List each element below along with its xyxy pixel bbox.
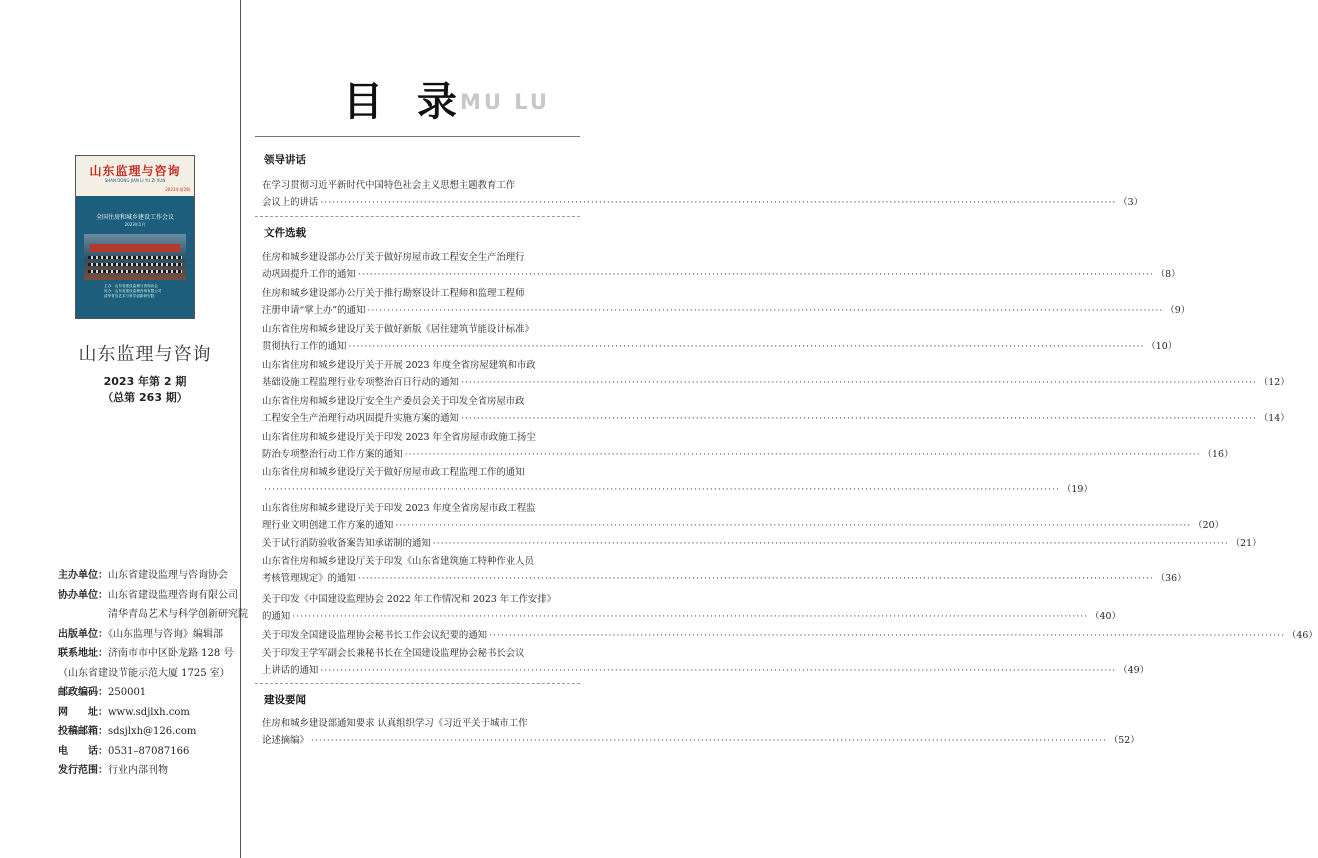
toc-entry-title: 动巩固提升工作的通知 (262, 269, 356, 280)
cover-footer-line: 主办：山东省建设监理与咨询协会 (104, 284, 158, 288)
toc-leader-dots: ········································································································································································································ (320, 665, 1117, 676)
publication-info (58, 566, 248, 781)
toc-page-number: （49） (1118, 665, 1149, 676)
info-label: 联系地址： (58, 648, 108, 659)
cover-photo-row (88, 270, 182, 273)
toc-entry-title: 的通知 (262, 611, 291, 622)
toc-leader-dots: ········································································································································································································ (310, 735, 1107, 746)
toc-entry-title: 山东省住房和城乡建设厅关于做好新版《居住建筑节能设计标准》 (262, 324, 534, 335)
toc-page-number: （9） (1165, 305, 1191, 316)
toc-entry-title: 基础设施工程监理行业专项整治百日行动的通知 (262, 377, 459, 388)
info-label: 电 话： (58, 745, 108, 757)
info-label: 发行范围： (58, 765, 108, 776)
toc-entry-title: 贯彻执行工作的通知 (262, 341, 347, 352)
toc-section-heading: 建设要闻 (264, 694, 306, 706)
toc-entry[interactable] (262, 321, 1178, 355)
cover-footer-line: 协办：山东省建设监理咨询有限公司 (104, 289, 162, 293)
cover-photo-row (88, 263, 182, 266)
cover-photo (84, 234, 186, 280)
info-label: 出版单位： (58, 628, 108, 640)
cover-subtitle: SHAN DONG JIAN LI YU ZI XUN (104, 178, 166, 183)
toc-entry[interactable] (262, 627, 1318, 644)
toc-entry-title: 山东省住房和城乡建设厅关于开展 2023 年度全省房屋建筑和市政 (262, 360, 536, 371)
info-row (58, 664, 240, 684)
toc-entry[interactable] (262, 464, 1093, 498)
info-value: 《山东监理与咨询》编辑部 (108, 628, 223, 640)
toc-entry-title: 在学习贯彻习近平新时代中国特色社会主义思想主题教育工作 (262, 180, 516, 191)
info-value: 山东省建设监理与咨询协会 (108, 570, 228, 581)
info-row (58, 586, 240, 606)
toc-page-number: （16） (1202, 449, 1234, 460)
info-row (58, 683, 240, 703)
toc-entry[interactable] (262, 553, 1187, 587)
toc-page-number: （12） (1258, 377, 1290, 388)
cover-date: 2023年1月 (124, 222, 146, 227)
magazine-issue: 2023 年第 2 期 (103, 375, 187, 388)
info-value: （山东省建设节能示范大厦 1725 室） (58, 667, 230, 679)
page-divider (240, 0, 241, 858)
toc-page-number: （52） (1108, 735, 1140, 746)
info-value: 清华青岛艺术与科学创新研究院 (108, 609, 248, 620)
cover-issue: 2023年第2期 (165, 187, 190, 192)
cover-headline: 全国住房和城乡建设工作会议 (95, 214, 174, 221)
toc-page-number: （20） (1193, 520, 1224, 531)
toc-leader-dots: ········································································································································································································ (292, 611, 1089, 622)
toc-section-heading: 文件选载 (264, 227, 306, 239)
cover-title: 山东监理与咨询 (89, 164, 181, 178)
magazine-name: 山东监理与咨询 (78, 344, 212, 365)
info-row (58, 605, 248, 625)
info-row (58, 742, 240, 762)
toc-entry-title: 注册申请“掌上办”的通知 (262, 305, 366, 316)
toc-entry-title: 山东省住房和城乡建设厅关于印发《山东省建筑施工特种作业人员 (262, 556, 534, 567)
toc-section-separator (255, 683, 580, 684)
toc-leader-dots: ········································································································································································································ (357, 269, 1154, 280)
info-label: 主办单位： (58, 570, 108, 581)
toc-leader-dots: ········································································································································································································ (348, 341, 1145, 352)
toc-entry-title: 住房和城乡建设部通知要求 认真组织学习《习近平关于城市工作 (262, 718, 528, 729)
cover-photo-row (88, 256, 182, 259)
toc-page-number: （40） (1090, 611, 1121, 622)
toc-page-number: （36） (1155, 573, 1187, 584)
cover-image (75, 155, 195, 319)
toc-page-number: （10） (1146, 341, 1178, 352)
cover-footer-line: 清华青岛艺术与科学创新研究院 (104, 294, 155, 298)
toc-entry-title: 住房和城乡建设部办公厅关于推行勘察设计工程师和监理工程师 (262, 288, 525, 299)
toc-leader-dots: ········································································································································································································ (395, 520, 1192, 531)
info-row (58, 644, 240, 664)
toc-entry-title: 防治专项整治行动工作方案的通知 (262, 449, 403, 460)
toc-entry[interactable] (262, 591, 1121, 625)
toc-entry-title: 山东省住房和城乡建设厅安全生产委员会关于印发全省房屋市政 (262, 396, 525, 407)
toc-title: 目 录 (343, 79, 467, 125)
toc-entry-title: 关于印发王学军副会长兼秘书长在全国建设监理协会秘书长会议 (262, 648, 525, 659)
cover-photo-stage (90, 244, 180, 252)
toc-entry-title: 论述摘编》 (262, 735, 309, 746)
toc-section-separator (255, 216, 580, 217)
toc-entry-title: 山东省住房和城乡建设厅关于做好房屋市政工程监理工作的通知 (262, 467, 525, 478)
toc-page-number: （21） (1230, 538, 1262, 549)
toc-leader-dots: ········································································································································································································ (320, 197, 1117, 208)
info-row (58, 566, 240, 586)
toc-entry-title: 关于印发全国建设监理协会秘书长工作会议纪要的通知 (262, 630, 488, 641)
toc-entry-title: 住房和城乡建设部办公厅关于做好房屋市政工程安全生产治理行 (262, 252, 525, 263)
info-value: 250001 (108, 687, 147, 698)
info-row (58, 625, 240, 645)
toc-page-number: （19） (1062, 484, 1093, 495)
toc-leader-dots: ········································································································································································································ (432, 538, 1229, 549)
toc-entry-title: 考核管理规定》的通知 (262, 573, 356, 584)
toc-title-en: MU LU (460, 90, 550, 114)
toc-entry[interactable] (262, 429, 1234, 463)
toc-entry[interactable] (262, 357, 1290, 391)
toc-leader-dots: ········································································································································································································ (460, 377, 1257, 388)
info-row (58, 722, 240, 742)
toc-entry[interactable] (262, 393, 1290, 427)
toc-leader-dots: ········································································································································································································ (264, 484, 1061, 495)
info-row (58, 703, 240, 723)
toc-entry-title: 工程安全生产治理行动巩固提升实施方案的通知 (262, 413, 459, 424)
toc-leader-dots: ········································································································································································································ (489, 630, 1286, 641)
toc-leader-dots: ········································································································································································································ (460, 413, 1257, 424)
toc-entry-title: 山东省住房和城乡建设厅关于印发 2023 年全省房屋市政施工扬尘 (262, 432, 536, 443)
toc-page-number: （46） (1287, 630, 1318, 641)
toc-entry-title: 关于试行消防验收备案告知承诺制的通知 (262, 538, 431, 549)
info-value: 山东省建设监理咨询有限公司 (108, 589, 238, 601)
toc-page-number: （14） (1258, 413, 1290, 424)
info-label: 协办单位： (58, 589, 108, 601)
info-value: 行业内部刊物 (108, 765, 168, 776)
info-value: www.sdjlxh.com (108, 706, 190, 718)
toc-entry[interactable] (262, 535, 1262, 552)
toc-entry-title: 关于印发《中国建设监理协会 2022 年工作情况和 2023 年工作安排》 (262, 594, 557, 605)
info-value: 0531–87087166 (108, 745, 190, 757)
toc-entry[interactable] (262, 285, 1191, 319)
info-label: 网 址： (58, 706, 108, 718)
info-label: 投稿邮箱： (58, 726, 108, 737)
toc-entry-title: 会议上的讲话 (262, 197, 319, 208)
cover-footer (104, 284, 189, 299)
toc-section-heading: 领导讲话 (264, 154, 306, 166)
info-label: 邮政编码： (58, 687, 108, 698)
toc-entry-title: 上讲话的通知 (262, 665, 319, 676)
toc-leader-dots: ········································································································································································································ (357, 573, 1154, 584)
toc-page-number: （3） (1118, 197, 1143, 208)
toc-entry[interactable] (262, 715, 1140, 749)
toc-leader-dots: ········································································································································································································ (404, 449, 1201, 460)
toc-entry-title: 理行业文明创建工作方案的通知 (262, 520, 394, 531)
magazine-total-issue: （总第 263 期） (102, 391, 188, 404)
toc-page-number: （8） (1155, 269, 1181, 280)
info-value: sdsjlxh@126.com (108, 726, 197, 737)
info-row (58, 761, 240, 781)
toc-entry[interactable] (262, 645, 1149, 679)
info-value: 济南市市中区卧龙路 128 号 (108, 648, 234, 659)
toc-entry-title: 山东省住房和城乡建设厅关于印发 2023 年度全省房屋市政工程监 (262, 503, 536, 514)
toc-entry[interactable] (262, 249, 1181, 283)
toc-leader-dots: ········································································································································································································ (367, 305, 1164, 316)
toc-rule (255, 136, 580, 137)
toc-entry[interactable] (262, 500, 1224, 534)
toc-entry[interactable] (262, 177, 1143, 211)
